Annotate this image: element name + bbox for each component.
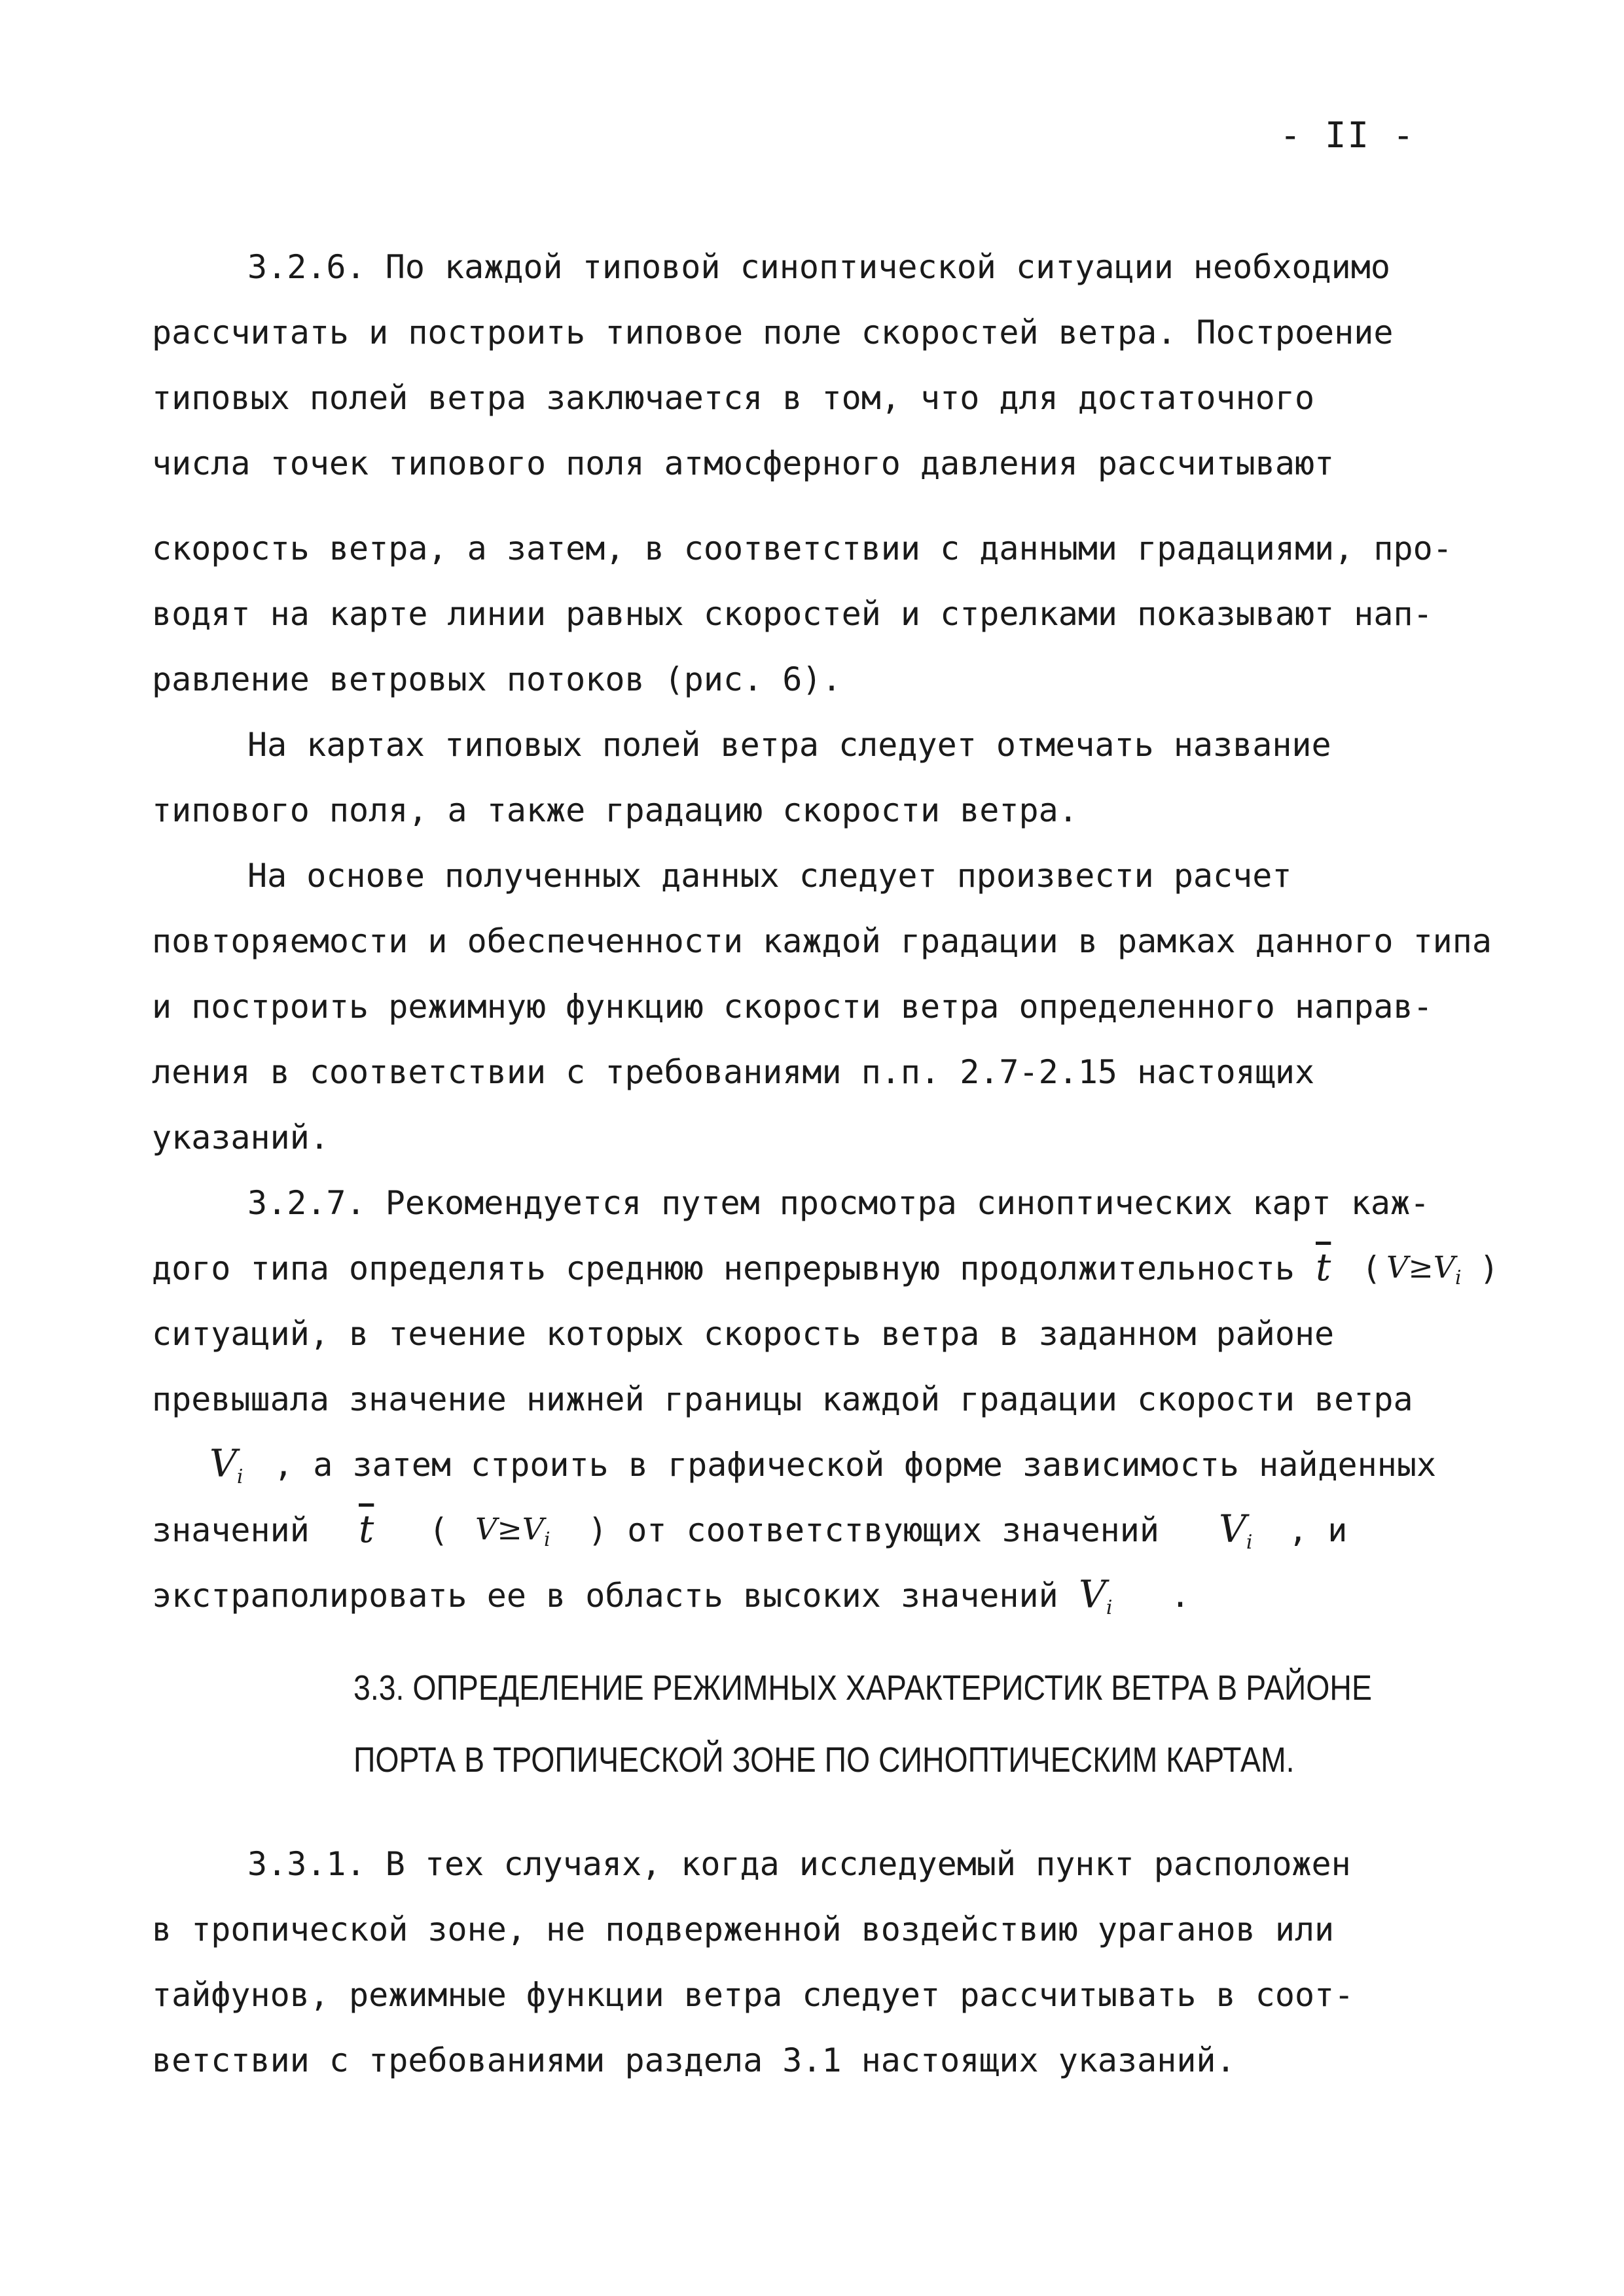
math-period: . — [1170, 1577, 1191, 1615]
text-line: превышала значение нижней границы каждой градации скорости ветра — [152, 1380, 1413, 1418]
text-line: числа точек типового поля атмосферного давления рассчитывают — [152, 444, 1335, 482]
text-line: тайфунов, режимные функции ветра следует рассчитывать в соот- — [152, 1976, 1354, 2014]
text-line: ления в соответствии с требованиями п.п. 2.7-2.15 настоящих — [152, 1053, 1315, 1091]
text-line: водят на карте линии равных скоростей и стрелками показывают нап- — [152, 595, 1433, 633]
section-heading: ПОРТА В ТРОПИЧЕСКОЙ ЗОНЕ ПО СИНОПТИЧЕСКИМ КАРТАМ. — [353, 1740, 1295, 1780]
text-line: повторяемости и обеспеченности каждой градации в рамках данного типа — [152, 922, 1492, 960]
text-line: в тропической зоне, не подверженной воздействию ураганов или — [152, 1910, 1335, 1948]
math-paren-open: ( — [1362, 1249, 1382, 1287]
text-line: типовых полей ветра заключается в том, что для достаточного — [152, 379, 1315, 417]
section-heading: 3.3. ОПРЕДЕЛЕНИЕ РЕЖИМНЫХ ХАРАКТЕРИСТИК ВЕТРА В РАЙОНЕ — [353, 1668, 1372, 1708]
text-line: На основе полученных данных следует произвести расчет — [247, 857, 1292, 895]
text-line: значений — [152, 1511, 310, 1549]
text-line: 3.2.6. По каждой типовой синоптической ситуации необходимо — [247, 248, 1390, 286]
math-paren-open: ( — [429, 1511, 449, 1549]
math-vi: Vi — [1079, 1572, 1113, 1619]
text-line: , и — [1288, 1511, 1348, 1549]
text-line: дого типа определять среднюю непрерывную продолжительность — [152, 1249, 1295, 1287]
math-paren-close: ) — [1479, 1249, 1500, 1287]
math-v-ge-vi: $V\ge V_i$ — [1386, 1249, 1462, 1289]
math-t-mean: $\overline{t}$ — [359, 1507, 374, 1551]
text-line: равление ветровых потоков (рис. 6). — [152, 660, 842, 698]
text-line: рассчитать и построить типовое поле скоростей ветра. Построение — [152, 314, 1394, 351]
text-line: скорость ветра, а затем, в соответствии с данными градациями, про- — [152, 529, 1453, 567]
text-line: экстраполировать ее в область высоких значений — [152, 1577, 1058, 1615]
text-line: , а затем строить в графической форме зависимость найденных — [274, 1446, 1437, 1484]
text-line: ) от соответствующих значений — [588, 1511, 1159, 1549]
math-vi: Vi — [209, 1441, 244, 1488]
text-line: и построить режимную функцию скорости ветра определенного направ- — [152, 988, 1433, 1026]
text-line: 3.2.7. Рекомендуется путем просмотра синоптических карт каж- — [247, 1184, 1430, 1222]
text-line: На картах типовых полей ветра следует отмечать название — [247, 726, 1331, 764]
text-line: ситуаций, в течение которых скорость ветра в заданном районе — [152, 1315, 1335, 1353]
text-line: 3.3.1. В тех случаях, когда исследуемый пункт расположен — [247, 1845, 1351, 1883]
page-number: - II - — [1280, 115, 1416, 156]
math-t-mean: $\overline{t}$ — [1316, 1245, 1331, 1289]
text-line: ветствии с требованиями раздела 3.1 настоящих указаний. — [152, 2041, 1236, 2079]
math-v-ge-vi: $V\ge V_i$ — [475, 1511, 550, 1551]
math-vi: Vi — [1219, 1507, 1253, 1554]
text-line: указаний. — [152, 1119, 329, 1157]
text-line: типового поля, а также градацию скорости ветра. — [152, 791, 1078, 829]
